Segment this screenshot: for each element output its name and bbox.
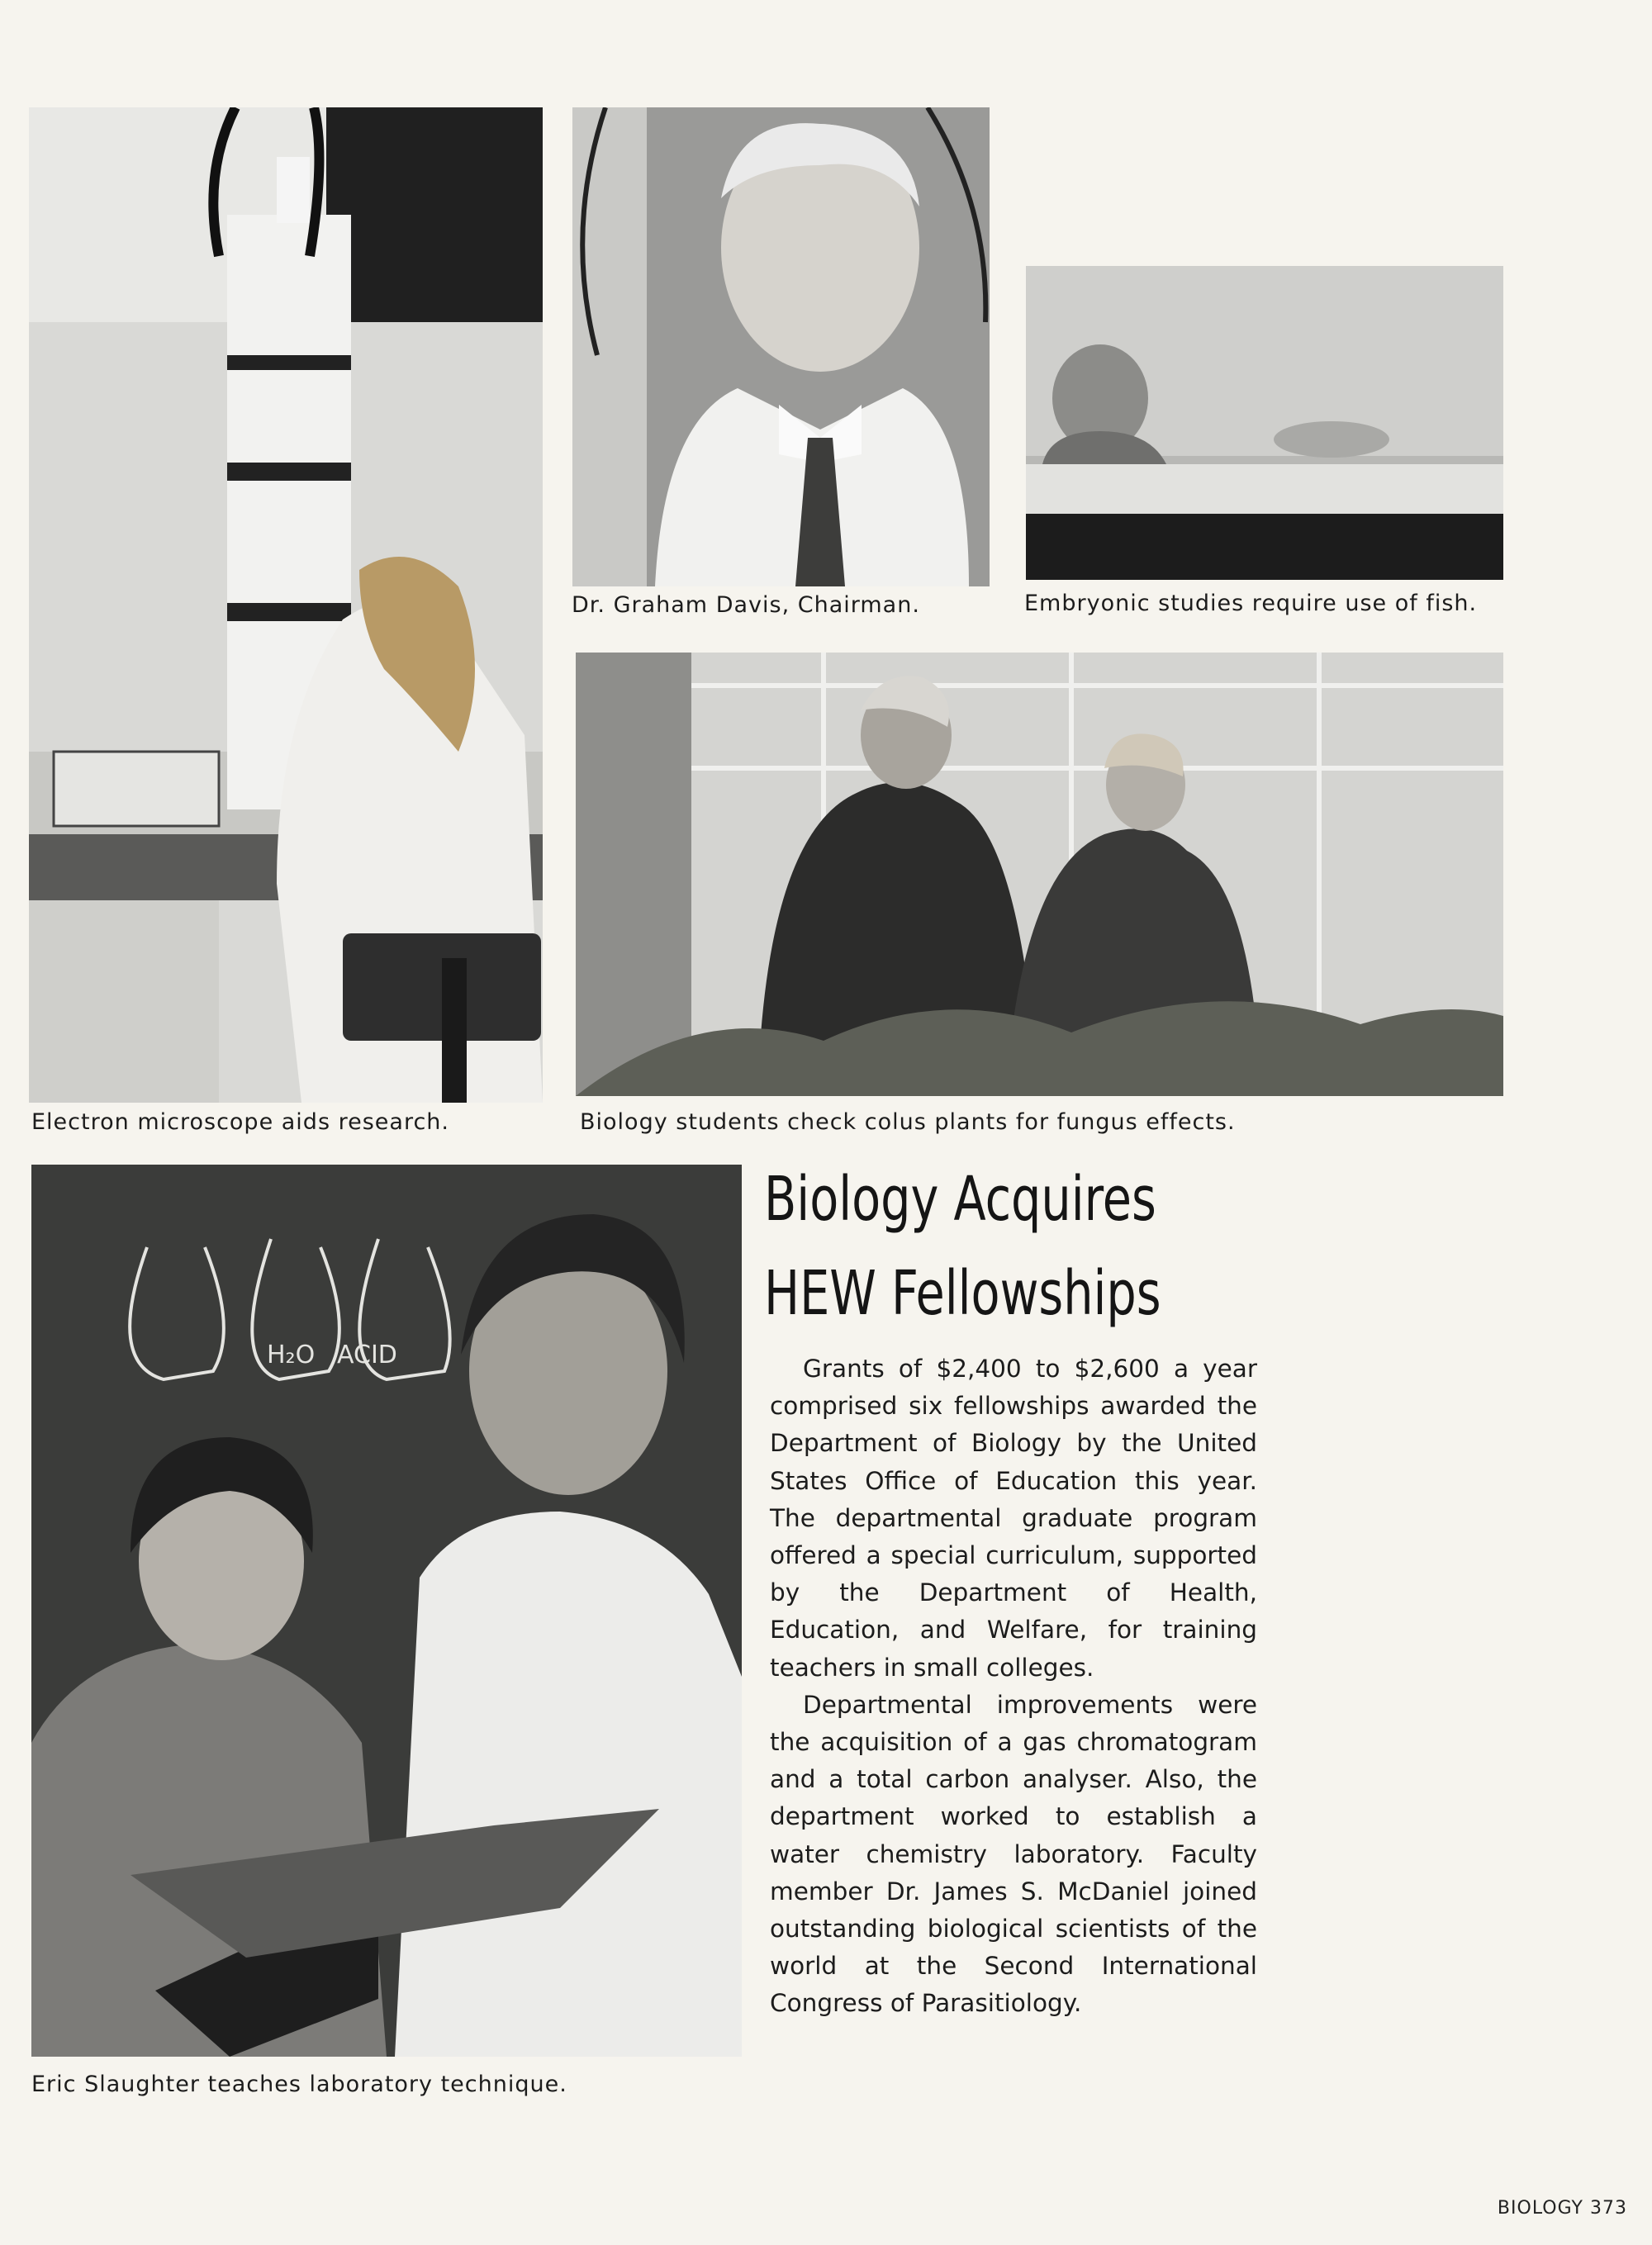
chalk-acid: ACID xyxy=(337,1341,397,1369)
section-name: BIOLOGY xyxy=(1497,2198,1583,2219)
article-paragraph-1: Grants of $2,400 to $2,600 a year comprised six fellowships awarded the Department of Biology by the United States Office of Education this year. The departmental graduate program offered a special curriculum, supported by the Department of Health, Education, and Welfare, for training teachers in small colleges. xyxy=(770,1355,1257,1682)
headline-line-1: Biology Acquires xyxy=(764,1164,1156,1235)
caption-slaughter: Eric Slaughter teaches laboratory technique. xyxy=(31,2072,567,2097)
page-number: 373 xyxy=(1590,2198,1627,2219)
headline-line-2: HEW Fellowships xyxy=(764,1258,1161,1329)
page-folio xyxy=(1498,2198,1627,2219)
article-headline xyxy=(764,1152,1261,1341)
caption-microscope: Electron microscope aids research. xyxy=(31,1109,449,1135)
caption-fish: Embryonic studies require use of fish. xyxy=(1024,591,1478,616)
chalk-h2o: H₂O xyxy=(267,1341,316,1369)
caption-davis: Dr. Graham Davis, Chairman. xyxy=(572,592,920,618)
article-body xyxy=(770,1350,1257,2023)
photo-eric-slaughter xyxy=(31,1165,742,2057)
caption-greenhouse: Biology students check colus plants for fungus effects. xyxy=(580,1109,1236,1135)
photo-graham-davis xyxy=(572,107,990,586)
photo-greenhouse xyxy=(576,653,1503,1096)
photo-fish-tank xyxy=(1026,266,1503,580)
article-paragraph-2: Departmental improvements were the acquisition of a gas chromatogram and a total carbon analyser. Also, the department worked to establish a water chemistry laboratory. Faculty member Dr. James S. McDaniel joined outstanding biological scientists of the world at the Second International Congress of Parasitiology. xyxy=(770,1690,1257,2018)
photo-electron-microscope xyxy=(29,107,543,1103)
